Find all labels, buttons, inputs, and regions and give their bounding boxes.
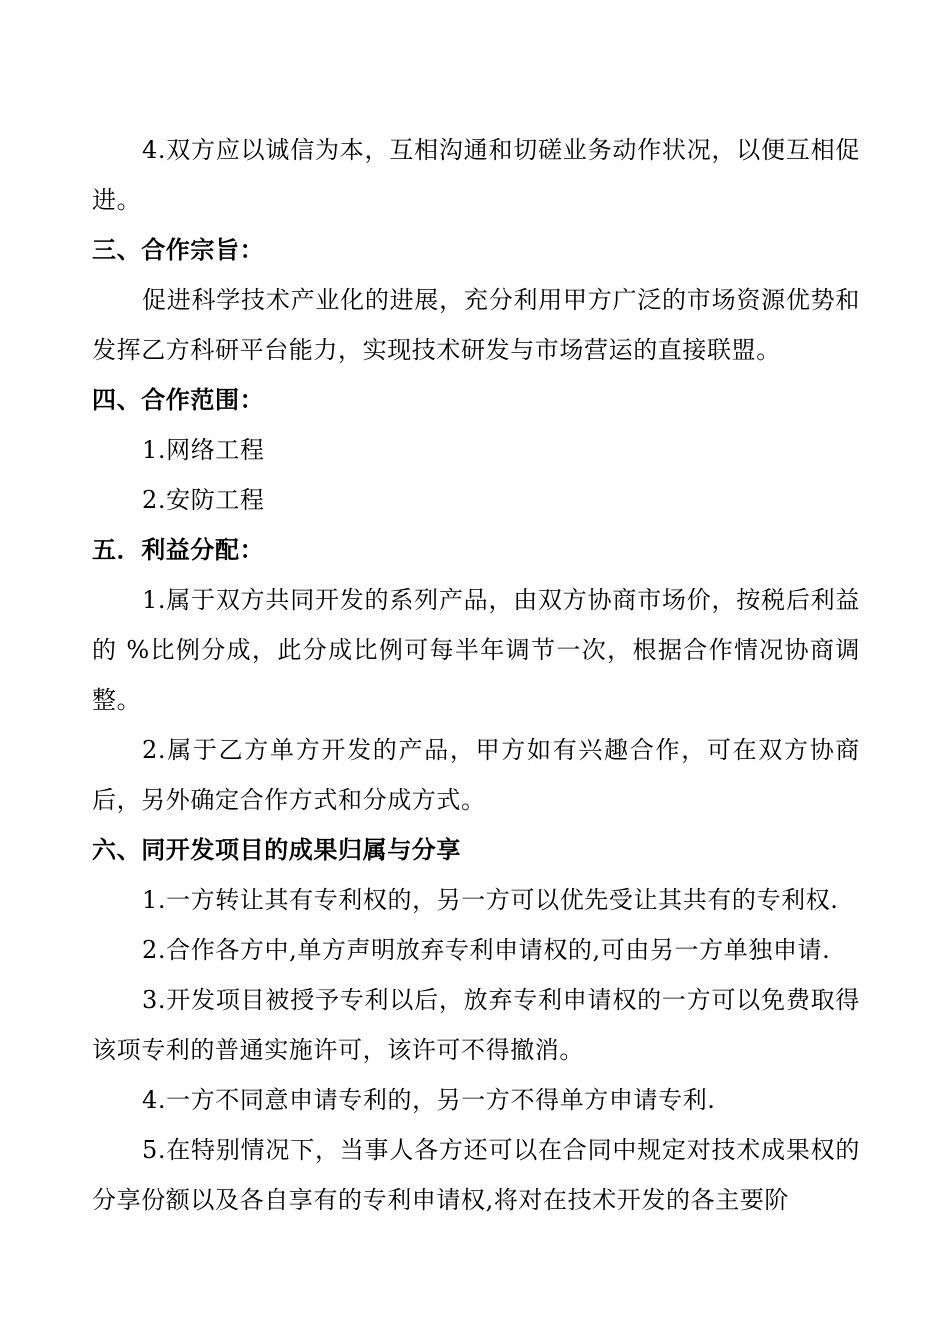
list-item-security-engineering: 2.安防工程 [142,486,265,514]
section-heading-results-ownership: 六、同开发项目的成果归属与分享 [92,836,461,864]
paragraph-cooperation-integrity: 4.双方应以诚信为本，互相沟通和切磋业务动作状况，以便互相促进。 [92,136,860,214]
paragraph-cooperation-purpose: 促进科学技术产业化的进展，充分利用甲方广泛的市场资源优势和发挥乙方科研平台能力，实现技术研发与市场营运的直接联盟。 [92,286,860,364]
document-body [92,125,860,1225]
paragraph-joint-products-profit: 1.属于双方共同开发的系列产品，由双方协商市场价，按税后利益的 %比例分成，此分成比例可每半年调节一次，根据合作情况协商调整。 [92,586,860,714]
list-item-network-engineering: 1.网络工程 [142,436,265,464]
section-heading-cooperation-scope: 四、合作范围： [92,386,265,414]
paragraph-patent-transfer: 1.一方转让其有专利权的，另一方可以优先受让其共有的专利权. [142,886,839,914]
section-heading-cooperation-purpose: 三、合作宗旨： [92,236,265,264]
paragraph-special-circumstances: 5.在特别情况下，当事人各方还可以在合同中规定对技术成果权的分享份额以及各自享有的专利申请权,将对在技术开发的各主要阶 [92,1136,860,1214]
section-heading-profit-distribution: 五．利益分配： [92,536,265,564]
paragraph-patent-waiver: 2.合作各方中,单方声明放弃专利申请权的,可由另一方单独申请. [142,936,831,964]
paragraph-unilateral-products: 2.属于乙方单方开发的产品，甲方如有兴趣合作，可在双方协商后，另外确定合作方式和分成方式。 [92,736,860,814]
paragraph-patent-license: 3.开发项目被授予专利以后，放弃专利申请权的一方可以免费取得该项专利的普通实施许可，该许可不得撤消。 [92,986,860,1064]
paragraph-patent-disagreement: 4.一方不同意申请专利的，另一方不得单方申请专利. [142,1086,716,1114]
